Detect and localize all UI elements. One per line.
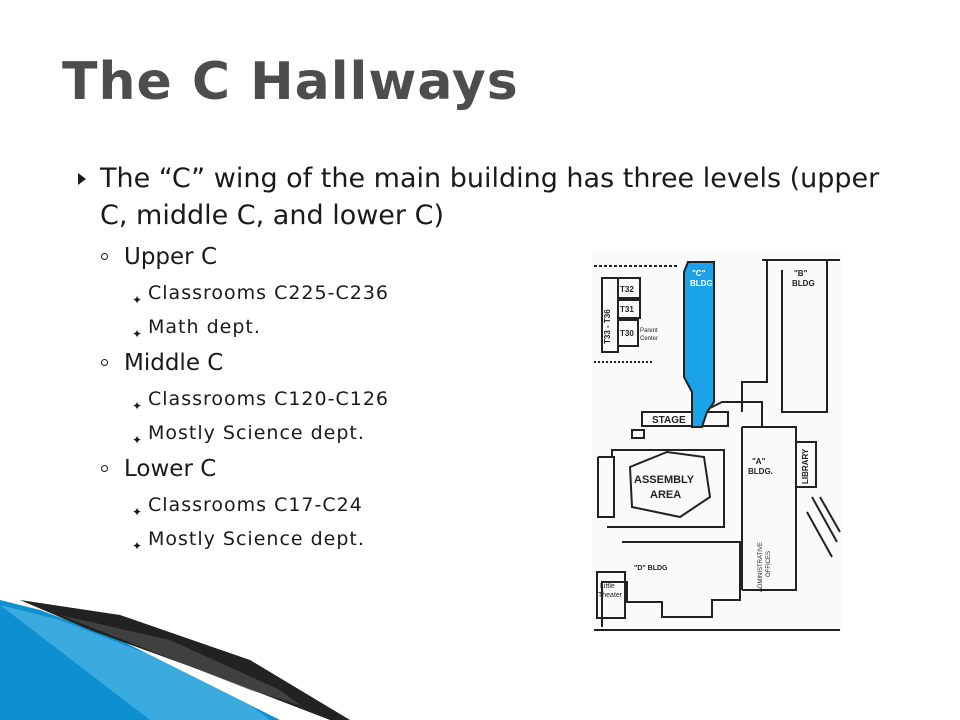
circle-bullet-icon — [101, 359, 108, 366]
a-bldg-label-2: BLDG. — [748, 467, 773, 476]
arrow-bullet-icon — [78, 173, 86, 185]
slide-title: The C Hallways — [62, 52, 519, 112]
t31-label: T31 — [620, 305, 634, 314]
diamond-bullet-icon: ✦ — [132, 433, 144, 447]
section-label: Upper C — [124, 244, 218, 270]
admin-offices-label-2: OFFICES — [766, 550, 772, 577]
section-label: Middle C — [124, 350, 224, 376]
d-bldg-label: "D" BLDG — [634, 565, 668, 572]
t30-label: T30 — [620, 329, 634, 338]
campus-map-drawing — [592, 252, 842, 632]
list-item-text: Classrooms C225-C236 — [148, 282, 389, 304]
campus-map — [592, 252, 842, 632]
parent-center-label: Parent — [640, 328, 658, 334]
c-bldg-label-2: BLDG — [690, 279, 713, 288]
a-bldg-label: "A" — [752, 457, 766, 466]
diamond-bullet-icon: ✦ — [132, 327, 144, 341]
assembly-label-2: AREA — [650, 489, 682, 501]
diamond-bullet-icon: ✦ — [132, 505, 144, 519]
assembly-label: ASSEMBLY — [634, 474, 695, 486]
t32-label: T32 — [620, 285, 634, 294]
list-item-text: Math dept. — [148, 316, 261, 338]
main-bullet — [88, 160, 888, 234]
b-bldg-label-2: BLDG — [792, 279, 815, 288]
little-theater-label-2: Theater — [598, 592, 623, 599]
section-label: Lower C — [124, 456, 217, 482]
admin-offices-label: ADMINISTRATIVE — [758, 542, 764, 592]
diamond-bullet-icon: ✦ — [132, 293, 144, 307]
diamond-bullet-icon: ✦ — [132, 399, 144, 413]
c-bldg-label: "C" — [692, 269, 706, 278]
little-theater-label: Little — [600, 583, 615, 590]
list-item-text: Mostly Science dept. — [148, 528, 365, 550]
diamond-bullet-icon: ✦ — [132, 539, 144, 553]
list-item-text: Mostly Science dept. — [148, 422, 365, 444]
main-bullet-text: The “C” wing of the main building has three levels (upper C, middle C, and lower C) — [100, 163, 880, 231]
list-item-text: Classrooms C17-C24 — [148, 494, 363, 516]
parent-center-label-2: Center — [640, 336, 659, 342]
circle-bullet-icon — [101, 253, 108, 260]
circle-bullet-icon — [101, 465, 108, 472]
t-range-label: T33 - T36 — [603, 309, 612, 344]
b-bldg-label: "B" — [794, 269, 808, 278]
list-item-text: Classrooms C120-C126 — [148, 388, 389, 410]
library-label: LIBRARY — [801, 448, 810, 484]
stage-label: STAGE — [652, 415, 686, 426]
